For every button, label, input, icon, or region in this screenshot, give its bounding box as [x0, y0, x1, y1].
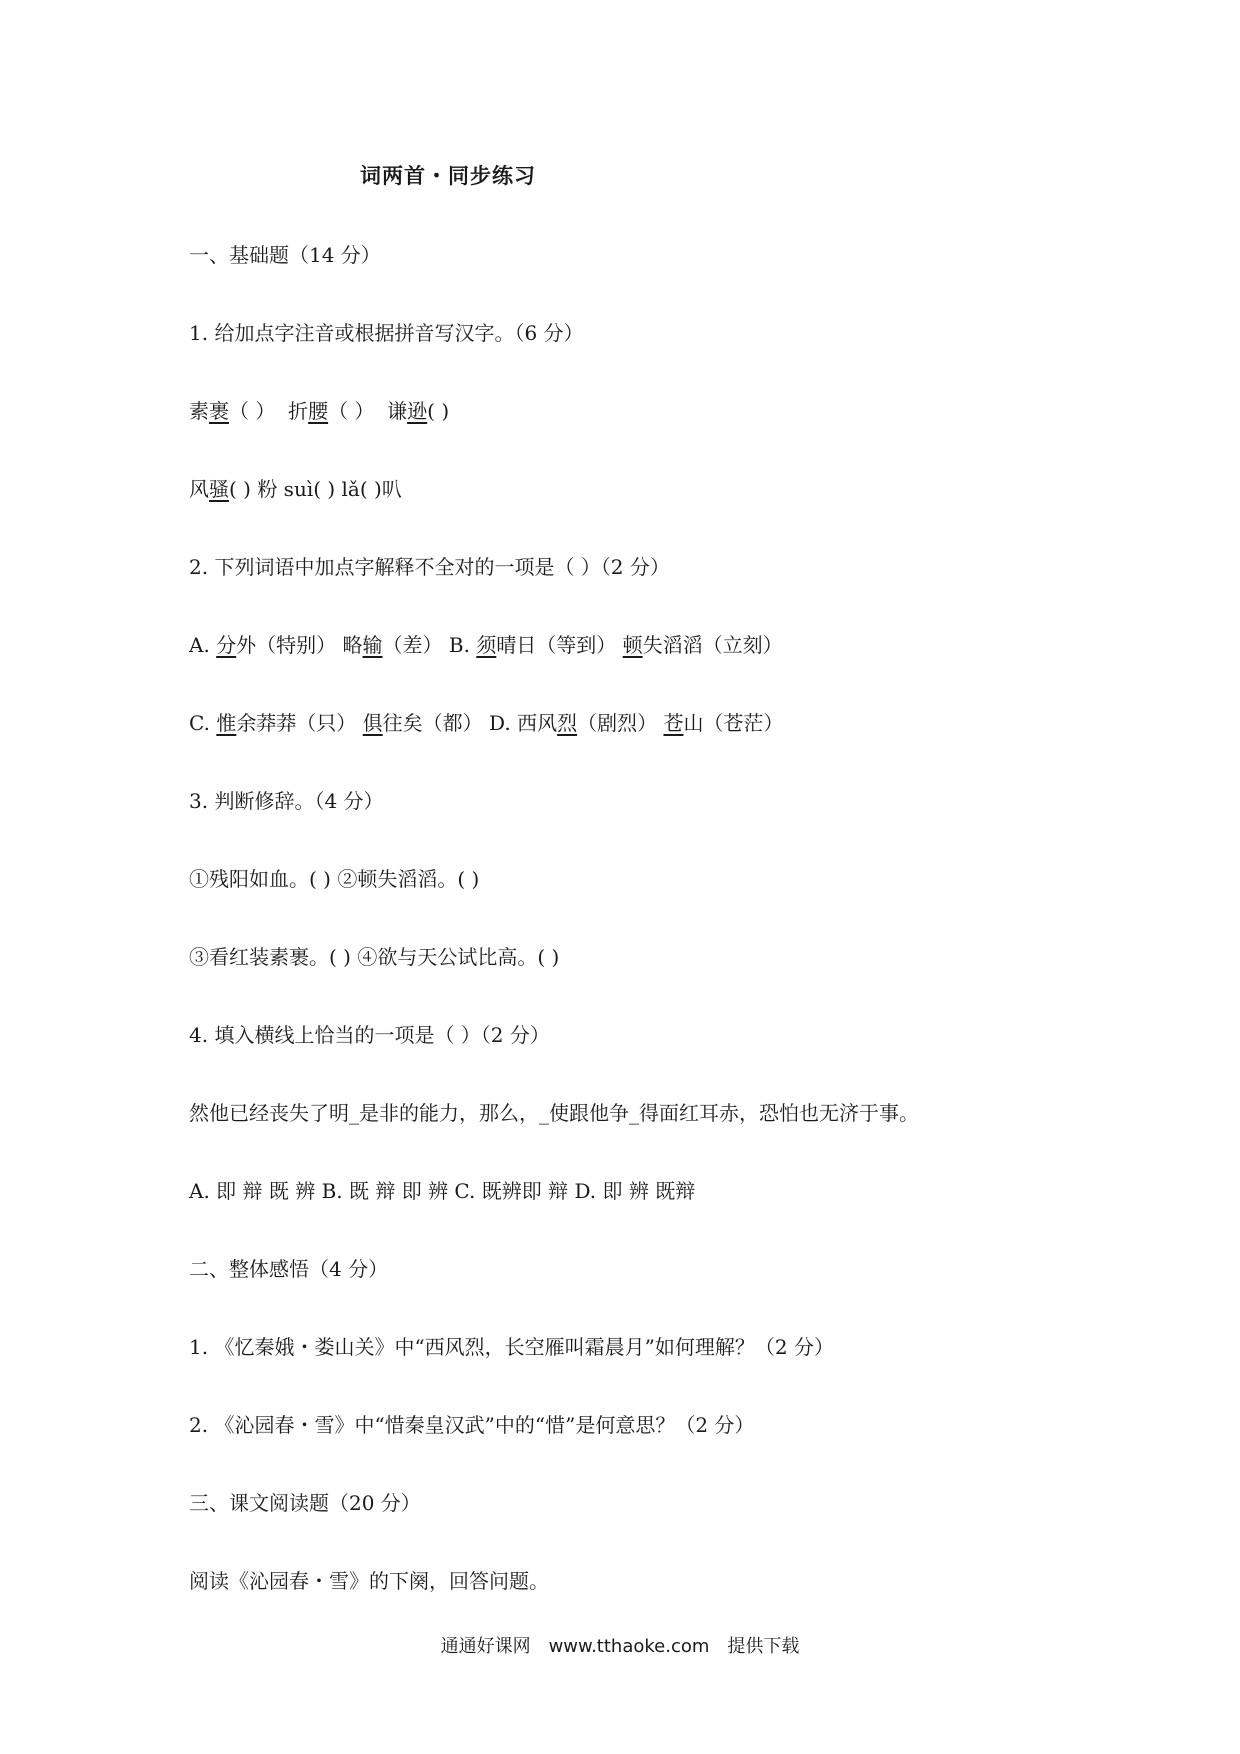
q1-item4-char: 骚 — [209, 477, 229, 501]
section3-heading: 三、课文阅读题（20 分） — [189, 1491, 421, 1515]
q1-item1-pre: 素 — [189, 399, 209, 423]
q3-line2: ③看红装素裹。( ) ④欲与天公试比高。( ) — [189, 945, 560, 969]
section1-heading: 一、基础题（14 分） — [189, 243, 381, 267]
q3-stem: 3. 判断修辞。（4 分） — [189, 789, 384, 813]
section2-heading: 二、整体感悟（4 分） — [189, 1257, 389, 1281]
q1-stem: 1. 给加点字注音或根据拼音写汉字。（6 分） — [189, 321, 584, 345]
q2-options-cd — [189, 709, 783, 737]
q3-line1: ①残阳如血。( ) ②顿失滔滔。( ) — [189, 867, 480, 891]
q1-row1 — [189, 397, 449, 425]
q2-d-word1-char: 烈 — [557, 711, 578, 735]
q2-a-word2-pre: 略 — [342, 633, 363, 657]
q2-b-word1-char: 须 — [476, 633, 497, 657]
q4-options: A. 即 辩 既 辨 B. 既 辩 即 辨 C. 既辨即 辩 D. 即 辨 既辩 — [189, 1179, 696, 1203]
q2-stem: 2. 下列词语中加点字解释不全对的一项是（ ）（2 分） — [189, 555, 670, 579]
q1-item1-blank: （ ） — [229, 399, 276, 423]
q2-d-word2: 山（苍茫） — [683, 711, 784, 735]
q2-option-d-label: D. — [489, 711, 511, 735]
q1-row2 — [189, 475, 402, 503]
q4-stem: 4. 填入横线上恰当的一项是（ ）（2 分） — [189, 1023, 550, 1047]
q2-options-ab — [189, 631, 783, 659]
q2-option-a-label: A. — [189, 633, 210, 657]
section2-q1: 1. 《忆秦娥・娄山关》中“西风烈，长空雁叫霜晨月”如何理解？（2 分） — [189, 1335, 834, 1359]
q2-d-word2-char: 苍 — [663, 711, 684, 735]
q2-b-word2: 失滔滔（立刻） — [642, 633, 783, 657]
q2-a-word2-char: 输 — [362, 633, 383, 657]
q2-d-word1-pre: 西风 — [517, 711, 558, 735]
q1-item3-char: 逊 — [407, 399, 428, 423]
q1-item1-char: 裹 — [209, 399, 229, 423]
q2-d-word1: （剧烈） — [577, 711, 658, 735]
q2-a-word1-char: 分 — [216, 633, 237, 657]
q2-c-word1-char: 惟 — [216, 711, 237, 735]
section3-intro: 阅读《沁园春・雪》的下阕，回答问题。 — [189, 1569, 549, 1593]
q2-b-word1: 晴日（等到） — [496, 633, 617, 657]
q1-item2-pre: 折 — [288, 399, 309, 423]
q2-option-c-label: C. — [189, 711, 210, 735]
q2-c-word2-char: 俱 — [362, 711, 383, 735]
q1-item3-blank: ( ) — [427, 399, 450, 423]
section2-q2: 2. 《沁园春・雪》中“惜秦皇汉武”中的“惜”是何意思？（2 分） — [189, 1413, 755, 1437]
q1-item2-blank: （ ） — [328, 399, 375, 423]
q1-item4-pre: 风 — [189, 477, 209, 501]
q1-item3-pre: 谦 — [387, 399, 408, 423]
q2-c-word2: 往矣（都） — [382, 711, 483, 735]
page-footer: 通通好课网 www.tthaoke.com 提供下载 — [440, 1636, 800, 1657]
q2-c-word1: 余莽莽（只） — [236, 711, 357, 735]
q2-b-word2-char: 顿 — [622, 633, 643, 657]
q1-item2-char: 腰 — [308, 399, 329, 423]
q2-a-word1: 外（特别） — [236, 633, 337, 657]
q1-item4-rest: ( ) 粉 suì( ) lǎ( )叭 — [229, 477, 402, 501]
q2-a-word2: （差） — [382, 633, 443, 657]
q2-option-b-label: B. — [448, 633, 470, 657]
q4-sentence: 然他已经丧失了明_是非的能力，那么，_使跟他争_得面红耳赤，恐怕也无济于事。 — [189, 1101, 919, 1125]
page-title: 词两首・同步练习 — [360, 164, 536, 188]
